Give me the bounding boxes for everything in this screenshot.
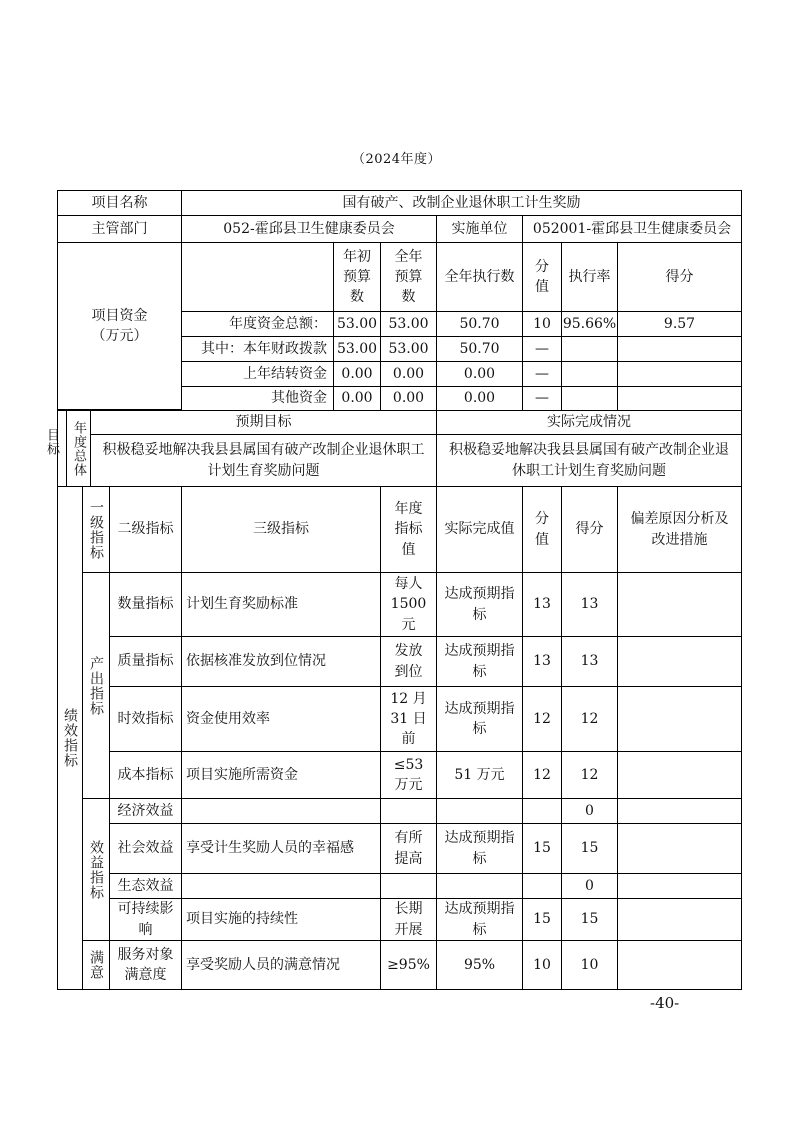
- perf-side-label: 绩效指标: [57, 486, 83, 990]
- indicator-level2: 社会效益: [109, 823, 182, 874]
- fund-row-label: 其中：本年财政拨款: [181, 336, 334, 362]
- indicator-deviation: [617, 798, 742, 824]
- fund-points: [617, 361, 742, 387]
- indicator-level2: 经济效益: [109, 798, 182, 824]
- indicator-level2: 服务对象 满意度: [109, 940, 182, 990]
- indicator-points: 15: [561, 898, 618, 941]
- fund-budget: 53.00: [333, 336, 381, 362]
- indicator-actual: 达成预期指 标: [436, 572, 523, 637]
- indicator-level2: 时效指标: [109, 686, 182, 752]
- indicator-score: [522, 798, 562, 824]
- rate-col-header: 执行率: [561, 242, 618, 312]
- fund-points: 9.57: [617, 311, 742, 337]
- perf-header-deviation: 偏差原因分析及 改进措施: [617, 486, 742, 573]
- score-col-header: 分 值: [522, 242, 562, 312]
- indicator-score: 10: [522, 940, 562, 990]
- indicator-actual: 达成预期指 标: [436, 686, 523, 752]
- indicator-points: 12: [561, 686, 618, 752]
- fund-rate: 95.66%: [561, 311, 618, 337]
- goal-actual-text: 积极稳妥地解决我县县属国有破产改制企业退休职工计划生育奖励问题: [436, 434, 742, 487]
- exec-col-header: 全年执行数: [436, 242, 523, 312]
- indicator-level3: 项目实施所需资金: [181, 751, 381, 799]
- indicator-target: ≥95%: [380, 940, 437, 990]
- fund-budget: 53.00: [333, 311, 381, 337]
- fund-exec: 50.70: [436, 311, 523, 337]
- fund-full-budget: 0.00: [380, 386, 437, 411]
- project-name-label: 项目名称: [57, 190, 182, 216]
- indicator-target: [380, 873, 437, 899]
- indicator-level3: [181, 873, 381, 899]
- fund-exec: 0.00: [436, 361, 523, 387]
- fund-full-budget: 0.00: [380, 361, 437, 387]
- funds-label: 项目资金 （万元）: [57, 242, 182, 410]
- fund-points: [617, 386, 742, 411]
- full-budget-col-header: 全年 预算 数: [380, 242, 437, 312]
- indicator-target: 发放 到位: [380, 636, 437, 687]
- indicator-score: 13: [522, 636, 562, 687]
- indicator-level3: 资金使用效率: [181, 686, 381, 752]
- perf-header-actual: 实际完成值: [436, 486, 523, 573]
- impl-value: 052001-霍邱县卫生健康委员会: [522, 215, 742, 243]
- indicator-score: 12: [522, 751, 562, 799]
- group-output: 产出指标: [82, 572, 110, 799]
- fund-rate: [561, 336, 618, 362]
- goal-side-a: 目标: [44, 428, 59, 456]
- perf-header-points: 得分: [561, 486, 618, 573]
- year-label: （2024年度）: [351, 152, 442, 167]
- indicator-points: 0: [561, 873, 618, 899]
- indicator-points: 0: [561, 798, 618, 824]
- indicator-actual: [436, 873, 523, 899]
- indicator-deviation: [617, 751, 742, 799]
- indicator-score: 13: [522, 572, 562, 637]
- fund-score: —: [522, 361, 562, 387]
- goal-side-b: 年度总体: [66, 410, 91, 487]
- indicator-deviation: [617, 572, 742, 637]
- indicator-target: 每人 1500 元: [380, 572, 437, 637]
- page-number: -40-: [650, 994, 680, 1012]
- indicator-deviation: [617, 873, 742, 899]
- group-satisfaction: 满意: [82, 940, 110, 990]
- goal-expected-text: 积极稳妥地解决我县县属国有破产改制企业退休职工计划生育奖励问题: [90, 434, 437, 487]
- project-name-value: 国有破产、改制企业退休职工计生奖励: [181, 190, 742, 216]
- indicator-actual: 95%: [436, 940, 523, 990]
- fund-score: —: [522, 386, 562, 411]
- fund-rate: [561, 386, 618, 411]
- fund-exec: 50.70: [436, 336, 523, 362]
- indicator-points: 13: [561, 572, 618, 637]
- indicator-score: 15: [522, 823, 562, 874]
- perf-header-level2: 二级指标: [109, 486, 182, 573]
- dept-label: 主管部门: [57, 215, 182, 243]
- points-col-header: 得分: [617, 242, 742, 312]
- fund-budget: 0.00: [333, 386, 381, 411]
- indicator-level3: 依据核准发放到位情况: [181, 636, 381, 687]
- indicator-level3: 享受奖励人员的满意情况: [181, 940, 381, 990]
- indicator-level3: 享受计生奖励人员的幸福感: [181, 823, 381, 874]
- indicator-deviation: [617, 823, 742, 874]
- indicator-target: 12 月 31 日 前: [380, 686, 437, 752]
- perf-header-annual: 年度 指标 值: [380, 486, 437, 573]
- indicator-points: 10: [561, 940, 618, 990]
- indicator-actual: 达成预期指 标: [436, 636, 523, 687]
- impl-label: 实施单位: [436, 215, 523, 243]
- fund-exec: 0.00: [436, 386, 523, 411]
- indicator-deviation: [617, 898, 742, 941]
- indicator-points: 12: [561, 751, 618, 799]
- indicator-actual: 达成预期指 标: [436, 823, 523, 874]
- indicator-score: 15: [522, 898, 562, 941]
- fund-rate: [561, 361, 618, 387]
- group-benefit: 效益指标: [82, 798, 110, 941]
- fund-row-label: 上年结转资金: [181, 361, 334, 387]
- fund-full-budget: 53.00: [380, 311, 437, 337]
- funds-header-blank: [181, 242, 334, 312]
- indicator-level3: [181, 798, 381, 824]
- indicator-level2: 可持续影 响: [109, 898, 182, 941]
- fund-budget: 0.00: [333, 361, 381, 387]
- indicator-level3: 项目实施的持续性: [181, 898, 381, 941]
- perf-header-score: 分 值: [522, 486, 562, 573]
- indicator-target: [380, 798, 437, 824]
- indicator-deviation: [617, 686, 742, 752]
- indicator-actual: 达成预期指 标: [436, 898, 523, 941]
- indicator-level2: 成本指标: [109, 751, 182, 799]
- indicator-level2: 生态效益: [109, 873, 182, 899]
- goal-actual-header: 实际完成情况: [436, 410, 742, 435]
- fund-score: 10: [522, 311, 562, 337]
- fund-full-budget: 53.00: [380, 336, 437, 362]
- indicator-level2: 质量指标: [109, 636, 182, 687]
- indicator-points: 13: [561, 636, 618, 687]
- indicator-points: 15: [561, 823, 618, 874]
- goal-expected-header: 预期目标: [90, 410, 437, 435]
- indicator-deviation: [617, 940, 742, 990]
- indicator-target: ≤53 万元: [380, 751, 437, 799]
- indicator-target: 有所 提高: [380, 823, 437, 874]
- indicator-score: 12: [522, 686, 562, 752]
- perf-header-level3: 三级指标: [181, 486, 381, 573]
- indicator-actual: [436, 798, 523, 824]
- indicator-level3: 计划生育奖励标准: [181, 572, 381, 637]
- indicator-actual: 51 万元: [436, 751, 523, 799]
- indicator-deviation: [617, 636, 742, 687]
- indicator-score: [522, 873, 562, 899]
- indicator-target: 长期 开展: [380, 898, 437, 941]
- budget-col-header: 年初 预算 数: [333, 242, 381, 312]
- fund-score: —: [522, 336, 562, 362]
- fund-row-label: 年度资金总额：: [181, 311, 334, 337]
- dept-value: 052-霍邱县卫生健康委员会: [181, 215, 437, 243]
- fund-row-label: 其他资金: [181, 386, 334, 411]
- perf-header-level1: 一级指标: [82, 486, 110, 573]
- indicator-level2: 数量指标: [109, 572, 182, 637]
- fund-points: [617, 336, 742, 362]
